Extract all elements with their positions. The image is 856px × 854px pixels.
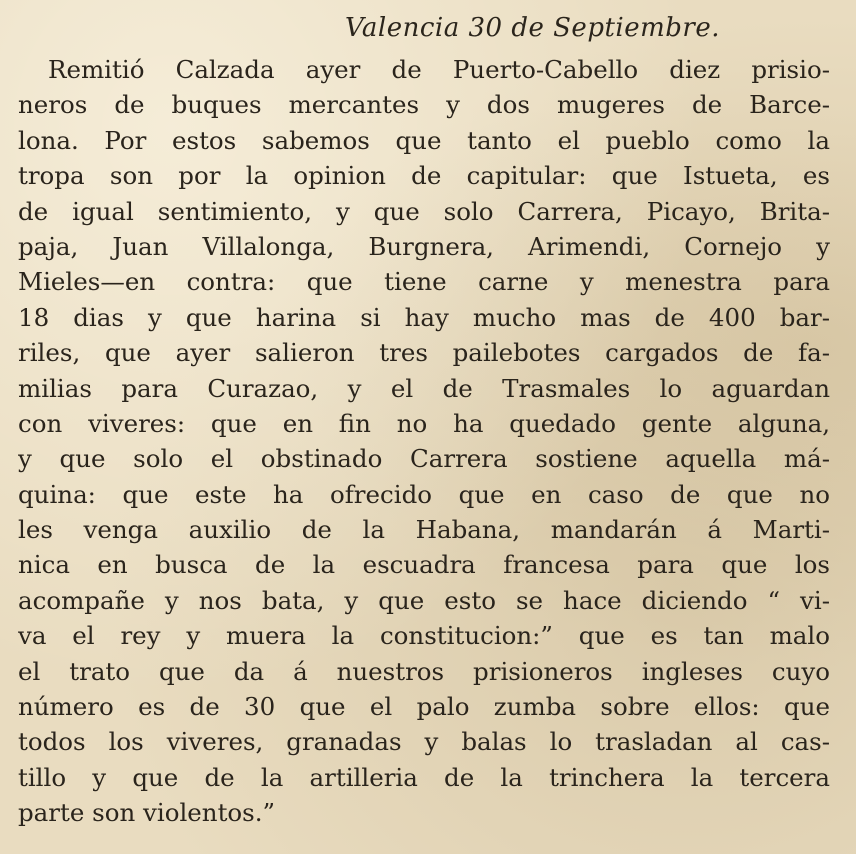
- text-line: número es de 30 que el palo zumba sobre ellos: que: [18, 692, 830, 722]
- text-line: les venga auxilio de la Habana, mandarán á Marti-: [18, 515, 830, 545]
- text-line: tillo y que de la artilleria de la trinchera la tercera: [18, 762, 830, 792]
- text-line: acompañe y nos bata, y que esto se hace diciendo “ vi-: [18, 585, 830, 615]
- text-line: Remitió Calzada ayer de Puerto-Cabello diez prisio-: [48, 55, 830, 84]
- text-line: el trato que da á nuestros prisioneros ingleses cuyo: [18, 656, 830, 686]
- text-line: de igual sentimiento, y que solo Carrera, Picayo, Brita-: [18, 196, 830, 226]
- text-line: quina: que este ha ofrecido que en caso de que no: [18, 479, 830, 509]
- text-line: va el rey y muera la constitucion:” que es tan malo: [18, 621, 830, 651]
- text-line: y que solo el obstinado Carrera sostiene aquella má-: [18, 444, 830, 474]
- text-line: con viveres: que en fin no ha quedado gente alguna,: [18, 408, 830, 438]
- article-body: [18, 52, 830, 831]
- text-line: lona. Por estos sabemos que tanto el pueblo como la: [18, 125, 830, 155]
- dateline: Valencia 30 de Septiembre.: [345, 13, 720, 43]
- text-line: paja, Juan Villalonga, Burgnera, Arimendi, Cornejo y: [18, 231, 830, 261]
- text-line: parte son violentos.”: [18, 798, 276, 828]
- text-line: neros de buques mercantes y dos mugeres de Barce-: [18, 90, 830, 120]
- text-line: Mieles—en contra: que tiene carne y menestra para: [18, 267, 830, 297]
- text-line: todos los viveres, granadas y balas lo trasladan al cas-: [18, 727, 830, 757]
- text-line: nica en busca de la escuadra francesa para que los: [18, 550, 830, 580]
- text-line: milias para Curazao, y el de Trasmales lo aguardan: [18, 373, 830, 403]
- text-line: 18 dias y que harina si hay mucho mas de 400 bar-: [18, 302, 830, 332]
- text-line: riles, que ayer salieron tres pailebotes cargados de fa-: [18, 338, 830, 368]
- text-line: tropa son por la opinion de capitular: que Istueta, es: [18, 161, 830, 191]
